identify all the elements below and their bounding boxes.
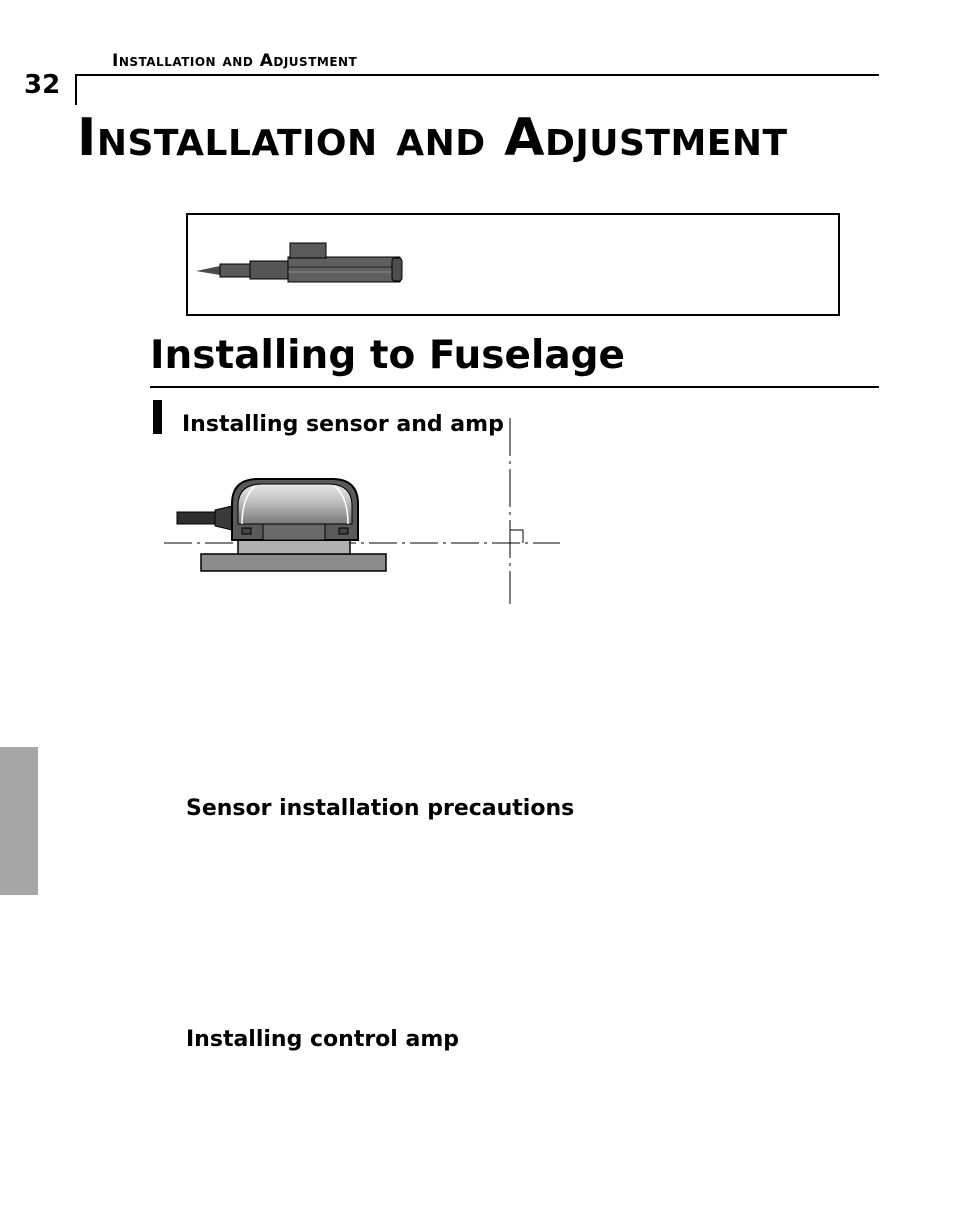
sensor-mounting-diagram: [160, 412, 565, 608]
chapter-side-tab: [0, 747, 38, 895]
page-number: 32: [24, 70, 61, 100]
heading-installing-control-amp: Installing control amp: [186, 1027, 460, 1052]
header-vertical-rule: [75, 74, 77, 105]
header-horizontal-rule: [75, 74, 879, 76]
section-title: Installing to Fuselage: [150, 333, 626, 378]
chapter-title: Installation and Adjustment: [77, 108, 788, 168]
subsection-title: Installing sensor and amp: [182, 412, 504, 437]
section-rule: [150, 386, 879, 388]
product-image-box: [186, 213, 840, 316]
heading-sensor-installation-precautions: Sensor installation precautions: [186, 796, 575, 821]
sensor-product-illustration: [188, 215, 838, 314]
running-header-title: Installation and Adjustment: [112, 51, 358, 71]
